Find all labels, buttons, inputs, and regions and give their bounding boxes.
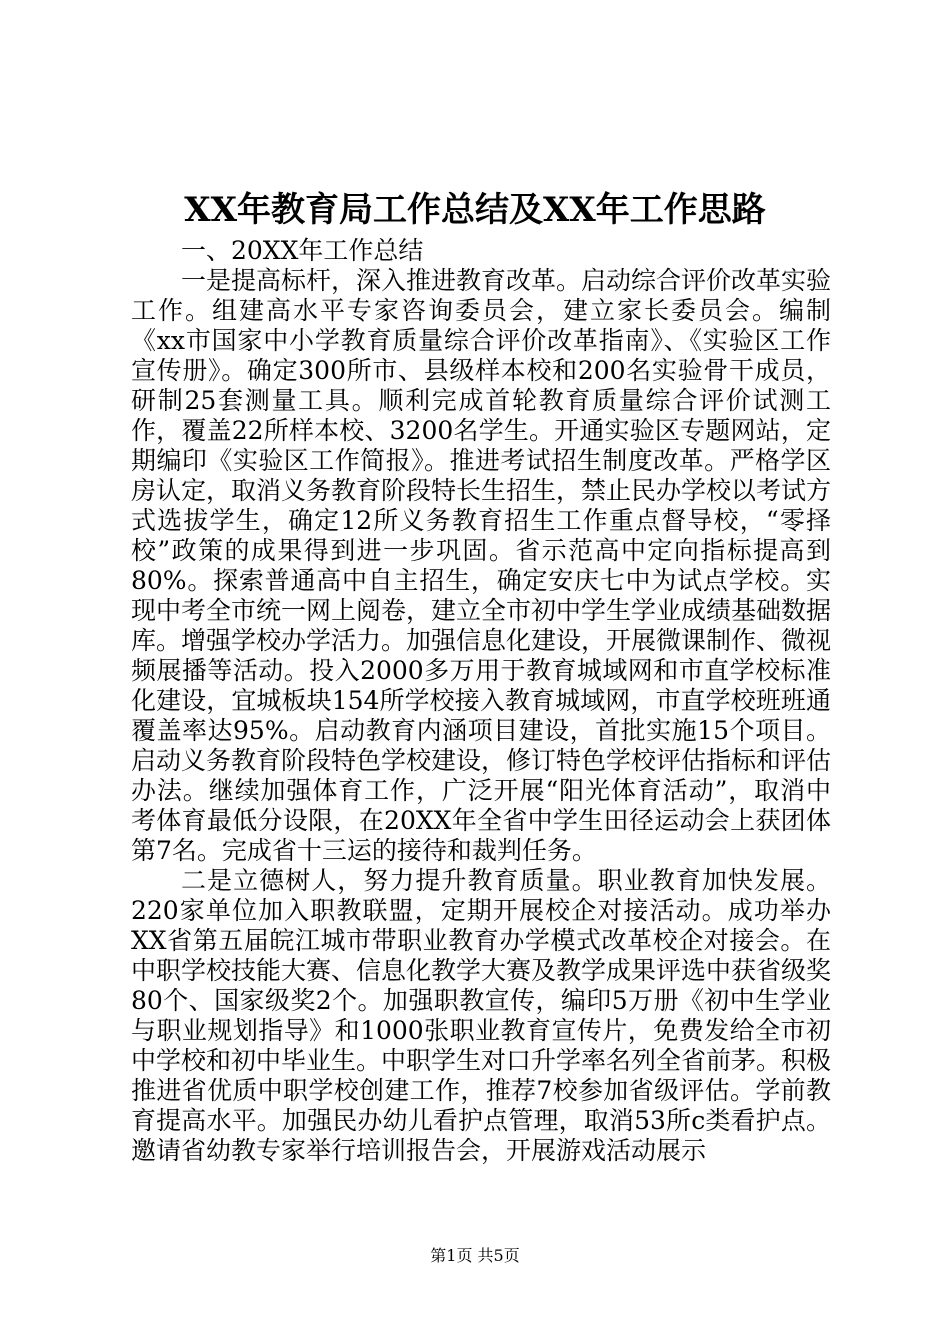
paragraph-1: 一是提高标杆，深入推进教育改革。启动综合评价改革实验工作。组建高水平专家咨询委员会，建立家长委员会。编制《xx市国家中小学教育质量综合评价改革指南》、《实验区工作宣传册》。确定300所市、县级样本校和200名实验骨干成员，研制25套测量工具。顺利完成首轮教育质量综合评价试测工作，覆盖22所样本校、3200名学生。开通实验区专题网站，定期编印《实验区工作简报》。推进考试招生制度改革。严格学区房认定，取消义务教育阶段特长生招生，禁止民办学校以考试方式选拔学生，确定12所义务教育招生工作重点督导校，“零择校”政策的成果得到进一步巩固。省示范高中定向指标提高到80%。探索普通高中自主招生，确定安庆七中为试点学校。实现中考全市统一网上阅卷，建立全市初中学生学业成绩基础数据库。增强学校办学活力。加强信息化建设，开展微课制作、微视频展播等活动。投入2000多万用于教育城域网和市直学校标准化建设，宜城板块154所学校接入教育城域网，市直学校班班通覆盖率达95%。启动教育内涵项目建设，首批实施15个项目。启动义务教育阶段特色学校建设，修订特色学校评估指标和评估办法。继续加强体育工作，广泛开展“阳光体育活动”，取消中考体育最低分设限，在20XX年全省中学生田径运动会上获团体第7名。完成省十三运的接待和裁判任务。 xyxy=(131,266,832,865)
document-body xyxy=(131,236,831,1166)
section-heading: 一、20XX年工作总结 xyxy=(181,236,424,265)
paragraph-2: 二是立德树人，努力提升教育质量。职业教育加快发展。220家单位加入职教联盟，定期开展校企对接活动。成功举办XX省第五届皖江城市带职业教育办学模式改革校企对接会。在中职学校技能大赛、信息化教学大赛及教学成果评选中获省级奖80个、国家级奖2个。加强职教宣传，编印5万册《初中生学业与职业规划指导》和1000张职业教育宣传片，免费发给全市初中学校和初中毕业生。中职学生对口升学率名列全省前茅。积极推进省优质中职学校创建工作，推荐7校参加省级评估。学前教育提高水平。加强民办幼儿看护点管理，取消53所c类看护点。邀请省幼教专家举行培训报告会，开展游戏活动展示 xyxy=(131,866,832,1165)
document-title: XX年教育局工作总结及XX年工作思路 xyxy=(184,190,766,230)
page-number: 第1页 共5页 xyxy=(430,1246,520,1265)
